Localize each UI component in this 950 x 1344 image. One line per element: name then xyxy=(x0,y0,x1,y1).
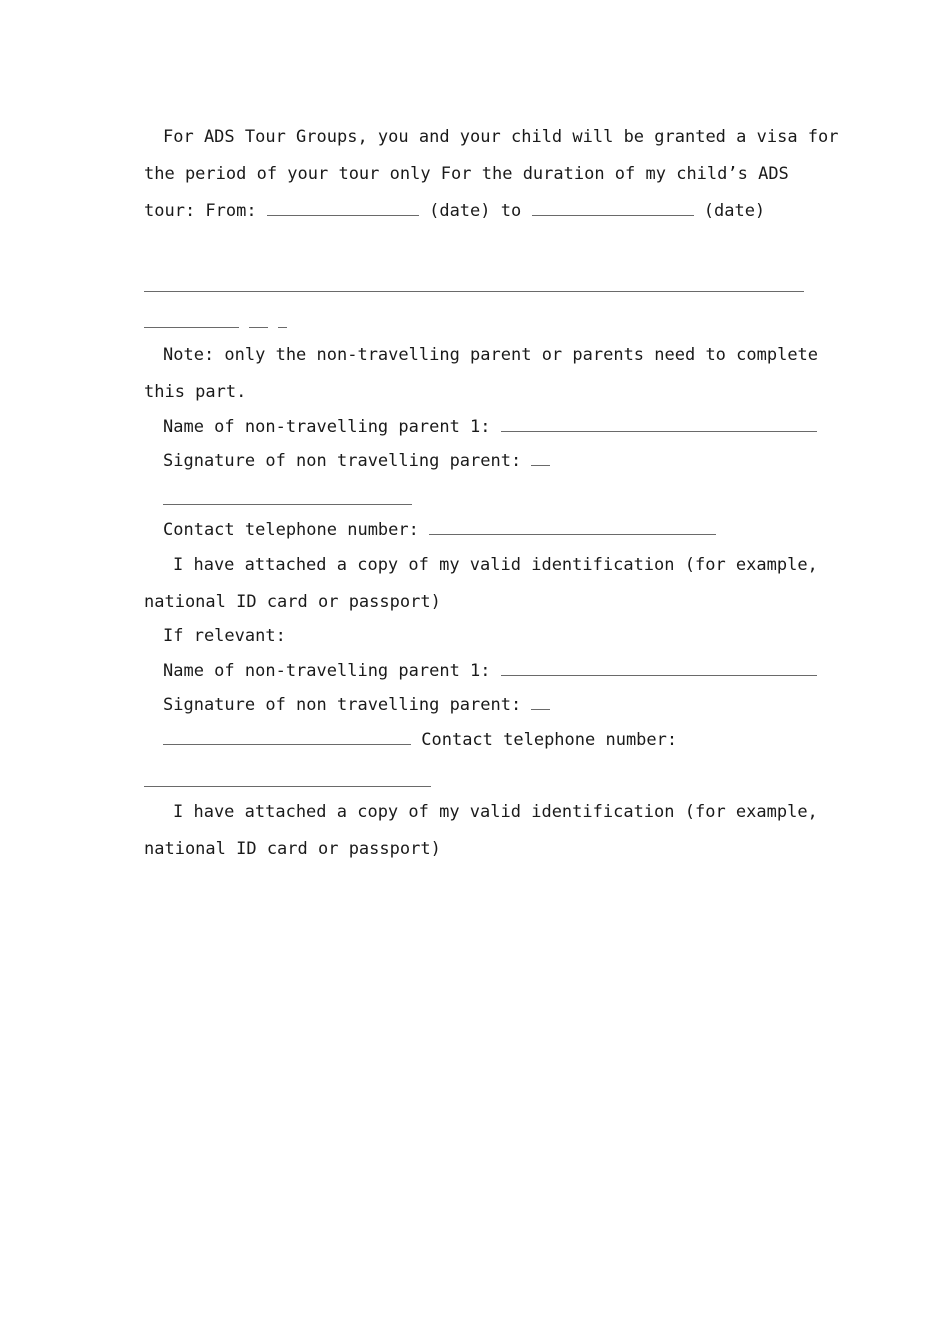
intro-line-1: For ADS Tour Groups, you and your child will be granted a visa for xyxy=(163,127,839,147)
intro-line-2: the period of your tour only For the duration of my child’s ADS xyxy=(144,164,789,184)
tour-from-label: tour: From: xyxy=(144,201,257,221)
parent1-signature-label: Signature of non travelling parent: xyxy=(163,451,522,471)
parent1-signature-row xyxy=(163,450,550,472)
parent1-id-line-1: I have attached a copy of my valid identification (for example, xyxy=(173,555,818,575)
parent2-id-line-2: national ID card or passport) xyxy=(144,839,441,859)
parent2-name-label: Name of non-travelling parent 1: xyxy=(163,661,491,681)
parent1-signature-field[interactable] xyxy=(163,504,412,505)
parent2-id-line-1: I have attached a copy of my valid identification (for example, xyxy=(173,802,818,822)
parent1-id-line-2: national ID card or passport) xyxy=(144,592,441,612)
parent1-phone-row xyxy=(163,519,716,541)
separator-fragment-3 xyxy=(278,327,287,328)
parent1-name-field[interactable] xyxy=(501,417,817,432)
parent1-name-label: Name of non-travelling parent 1: xyxy=(163,417,491,437)
parent2-signature-label: Signature of non travelling parent: xyxy=(163,695,522,715)
to-date-field[interactable] xyxy=(532,201,694,216)
from-date-field[interactable] xyxy=(267,201,419,216)
note-line-2: this part. xyxy=(144,382,247,402)
separator-fragment-1 xyxy=(144,327,239,328)
parent2-signature-field[interactable] xyxy=(163,730,411,745)
parent1-phone-field[interactable] xyxy=(429,520,716,535)
to-label: to xyxy=(500,201,522,221)
parent2-name-row xyxy=(163,660,817,682)
parent2-signature-phone-row xyxy=(163,729,677,751)
parent2-phone-label: Contact telephone number: xyxy=(421,730,678,750)
date-label-1: (date) xyxy=(429,201,491,221)
if-relevant-label: If relevant: xyxy=(163,626,286,646)
note-line-1: Note: only the non-travelling parent or parents need to complete xyxy=(163,345,819,365)
parent1-phone-label: Contact telephone number: xyxy=(163,520,419,540)
parent2-signature-field-start[interactable] xyxy=(531,695,550,710)
parent2-name-field[interactable] xyxy=(501,661,817,676)
parent2-signature-row xyxy=(163,694,550,716)
date-label-2: (date) xyxy=(703,201,766,221)
separator-line xyxy=(144,291,804,292)
tour-dates-row xyxy=(144,200,765,222)
parent1-signature-field-start[interactable] xyxy=(531,451,550,466)
separator-fragment-2 xyxy=(249,327,268,328)
parent1-name-row xyxy=(163,416,817,438)
parent2-phone-field[interactable] xyxy=(144,786,431,787)
